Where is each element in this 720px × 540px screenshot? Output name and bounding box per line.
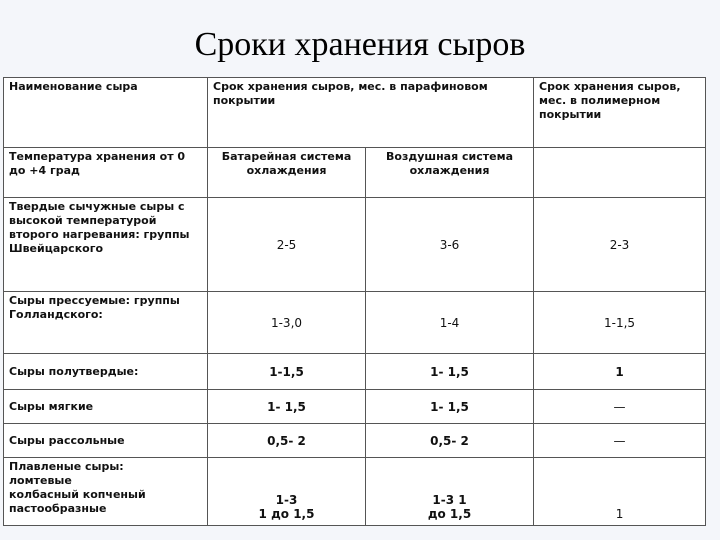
table-row bbox=[4, 390, 706, 424]
row-battery: 1-1,5 bbox=[208, 354, 366, 390]
subheader-row bbox=[4, 148, 706, 198]
row-air: 1- 1,5 bbox=[366, 354, 534, 390]
row-air: 3-6 bbox=[366, 198, 534, 292]
table-row bbox=[4, 354, 706, 390]
row-name: Твердые сычужные сыры с высокой температурой второго нагревания: группы Швейцарского bbox=[4, 198, 208, 292]
row-battery: 1-3 1 до 1,5 bbox=[208, 458, 366, 526]
row-air: 0,5- 2 bbox=[366, 424, 534, 458]
table-row bbox=[4, 424, 706, 458]
storage-table bbox=[3, 77, 705, 525]
row-polymer: 2-3 bbox=[534, 198, 706, 292]
row-polymer: 1-1,5 bbox=[534, 292, 706, 354]
row-air: 1-3 1 до 1,5 bbox=[366, 458, 534, 526]
row-battery: 0,5- 2 bbox=[208, 424, 366, 458]
table-row bbox=[4, 458, 706, 526]
table-row bbox=[4, 292, 706, 354]
row-battery: 1-3,0 bbox=[208, 292, 366, 354]
header-row bbox=[4, 78, 706, 148]
row-polymer: — bbox=[534, 424, 706, 458]
row-air: 1- 1,5 bbox=[366, 390, 534, 424]
table-row bbox=[4, 198, 706, 292]
row-battery: 1- 1,5 bbox=[208, 390, 366, 424]
row-polymer: 1 bbox=[534, 458, 706, 526]
row-name: Плавленые сыры: ломтевые колбасный копченый пастообразные bbox=[4, 458, 208, 526]
header-cheese-name: Наименование сыра bbox=[4, 78, 208, 148]
subheader-battery: Батарейная система охлаждения bbox=[208, 148, 366, 198]
row-battery: 2-5 bbox=[208, 198, 366, 292]
header-polymer: Срок хранения сыров, мес. в полимерном покрытии bbox=[534, 78, 706, 148]
row-name: Сыры полутвердые: bbox=[4, 354, 208, 390]
subheader-empty bbox=[534, 148, 706, 198]
header-paraffin: Срок хранения сыров, мес. в парафиновом покрытии bbox=[208, 78, 534, 148]
subheader-air: Воздушная система охлаждения bbox=[366, 148, 534, 198]
storage-table-grid bbox=[3, 77, 706, 526]
row-name: Сыры мягкие bbox=[4, 390, 208, 424]
row-polymer: — bbox=[534, 390, 706, 424]
row-polymer: 1 bbox=[534, 354, 706, 390]
row-name: Сыры рассольные bbox=[4, 424, 208, 458]
slide-title: Сроки хранения сыров bbox=[194, 26, 526, 63]
subheader-temperature: Температура хранения от 0 до +4 град bbox=[4, 148, 208, 198]
row-air: 1-4 bbox=[366, 292, 534, 354]
row-name: Сыры прессуемые: группы Голландского: bbox=[4, 292, 208, 354]
